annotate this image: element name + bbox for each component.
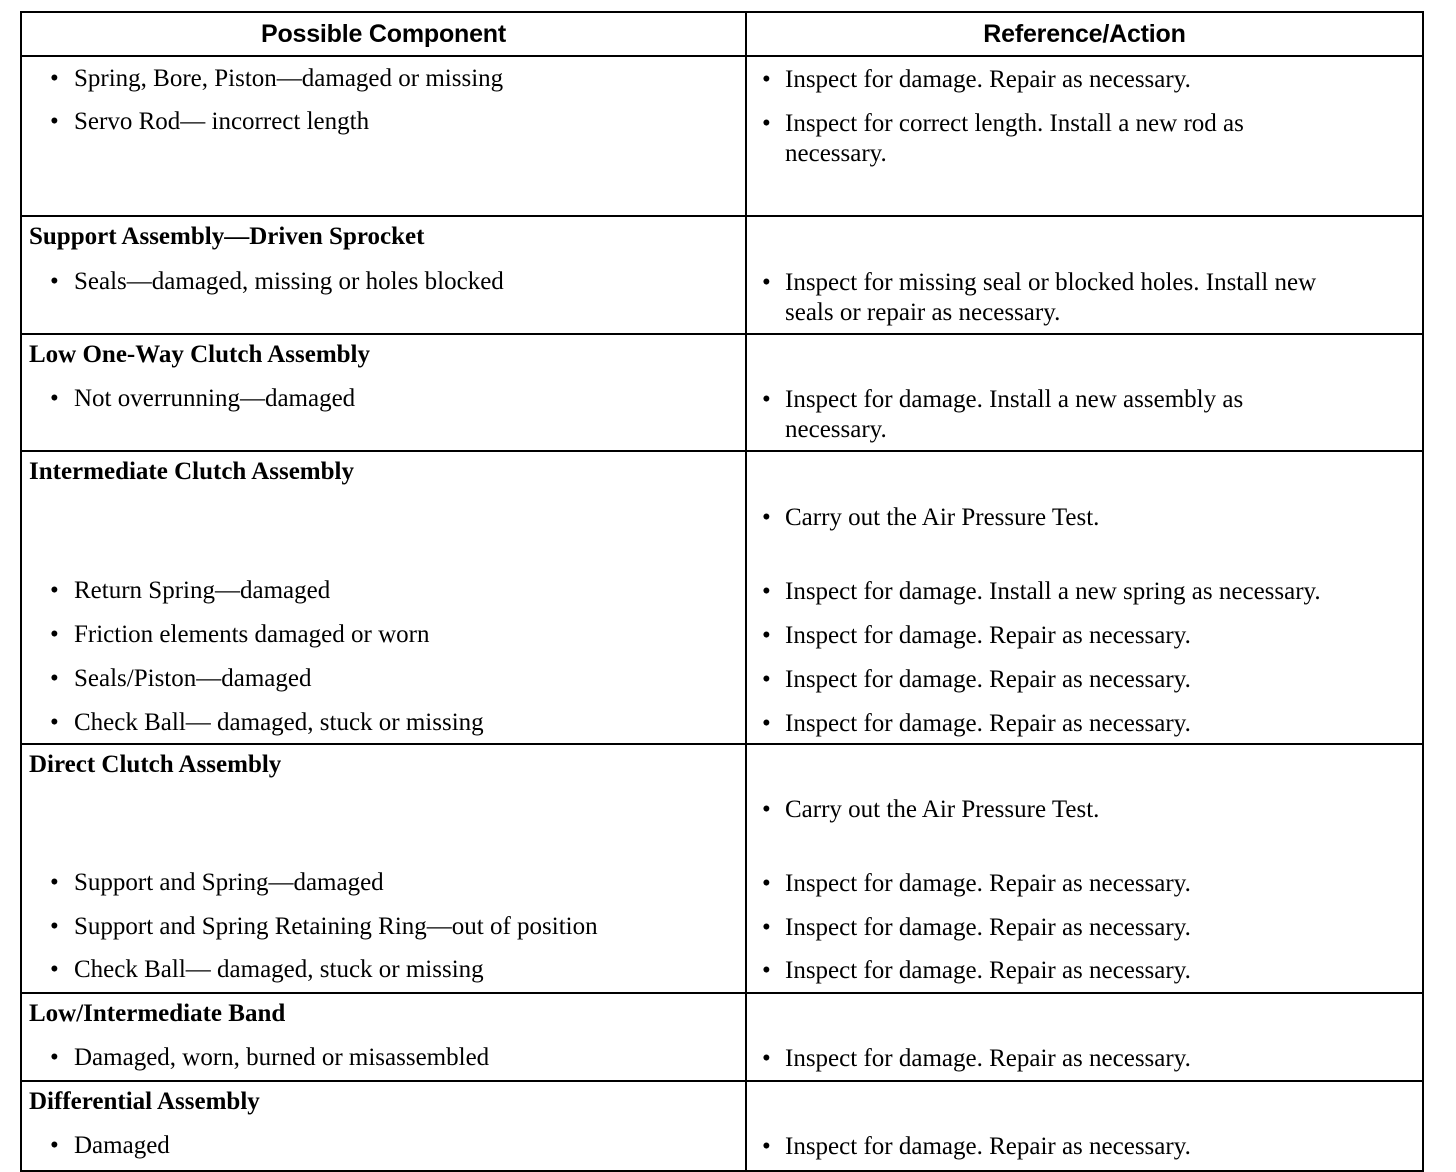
action-cell <box>747 217 1422 333</box>
action-item: • Inspect for damage. Repair as necessary. <box>785 956 1191 986</box>
component-item: • Servo Rod— incorrect length <box>74 107 369 137</box>
action-cell <box>747 452 1422 743</box>
section-title: Intermediate Clutch Assembly <box>29 458 354 485</box>
header-reference-action: Reference/Action <box>983 19 1186 48</box>
action-cell <box>747 745 1422 992</box>
action-item: • Inspect for damage. Repair as necessary. <box>785 65 1191 95</box>
action-item: • Inspect for correct length. Install a new rod as <box>785 109 1244 139</box>
component-cell <box>22 57 747 215</box>
action-item: • Inspect for damage. Repair as necessary. <box>785 913 1191 943</box>
component-item: • Spring, Bore, Piston—damaged or missing <box>74 64 503 94</box>
section-title: Low/Intermediate Band <box>29 1000 286 1027</box>
component-cell <box>22 1082 747 1170</box>
section-title: Differential Assembly <box>29 1088 260 1115</box>
header-possible-component: Possible Component <box>22 13 747 55</box>
table-section <box>22 217 1422 335</box>
action-item: • Inspect for damage. Repair as necessary. <box>785 621 1191 651</box>
action-cell <box>747 1082 1422 1170</box>
component-item: • Friction elements damaged or worn <box>74 620 429 650</box>
component-item: • Check Ball— damaged, stuck or missing <box>74 708 484 738</box>
table-section <box>22 335 1422 452</box>
action-item-continued: necessary. <box>785 416 887 443</box>
component-item: • Check Ball— damaged, stuck or missing <box>74 955 484 985</box>
component-item: • Not overrunning—damaged <box>74 384 355 414</box>
section-title: Low One-Way Clutch Assembly <box>29 341 371 368</box>
action-item: • Inspect for damage. Install a new assembly as <box>785 385 1243 415</box>
component-cell <box>22 452 747 743</box>
action-item-continued: necessary. <box>785 140 887 167</box>
action-cell <box>747 335 1422 450</box>
component-item: • Support and Spring Retaining Ring—out of position <box>74 912 598 942</box>
action-item: • Inspect for damage. Repair as necessary. <box>785 1044 1191 1074</box>
component-item: • Damaged, worn, burned or misassembled <box>74 1043 489 1073</box>
action-cell <box>747 57 1422 215</box>
action-item: • Inspect for missing seal or blocked holes. Install new <box>785 268 1316 298</box>
section-title: Direct Clutch Assembly <box>29 751 282 778</box>
section-title: Support Assembly—Driven Sprocket <box>29 223 425 250</box>
table-section <box>22 745 1422 994</box>
action-item: • Inspect for damage. Repair as necessary. <box>785 709 1191 739</box>
component-item: • Damaged <box>74 1131 170 1161</box>
action-item-continued: seals or repair as necessary. <box>785 299 1061 326</box>
component-item: • Seals/Piston—damaged <box>74 664 311 694</box>
action-item: • Carry out the Air Pressure Test. <box>785 795 1099 825</box>
action-item: • Inspect for damage. Repair as necessary. <box>785 665 1191 695</box>
action-item: • Carry out the Air Pressure Test. <box>785 503 1099 533</box>
table-section <box>22 994 1422 1082</box>
table-header-row <box>22 13 1422 57</box>
table-section <box>22 452 1422 745</box>
component-item: • Support and Spring—damaged <box>74 868 384 898</box>
troubleshooting-table <box>20 11 1424 1172</box>
action-cell <box>747 994 1422 1080</box>
component-cell <box>22 745 747 992</box>
table-section <box>22 57 1422 217</box>
action-item: • Inspect for damage. Repair as necessary. <box>785 869 1191 899</box>
action-item: • Inspect for damage. Install a new spring as necessary. <box>785 577 1321 607</box>
component-cell <box>22 335 747 450</box>
component-cell <box>22 994 747 1080</box>
table-section <box>22 1082 1422 1170</box>
component-item: • Seals—damaged, missing or holes blocked <box>74 267 504 297</box>
action-item: • Inspect for damage. Repair as necessary. <box>785 1132 1191 1162</box>
component-cell <box>22 217 747 333</box>
component-item: • Return Spring—damaged <box>74 576 330 606</box>
